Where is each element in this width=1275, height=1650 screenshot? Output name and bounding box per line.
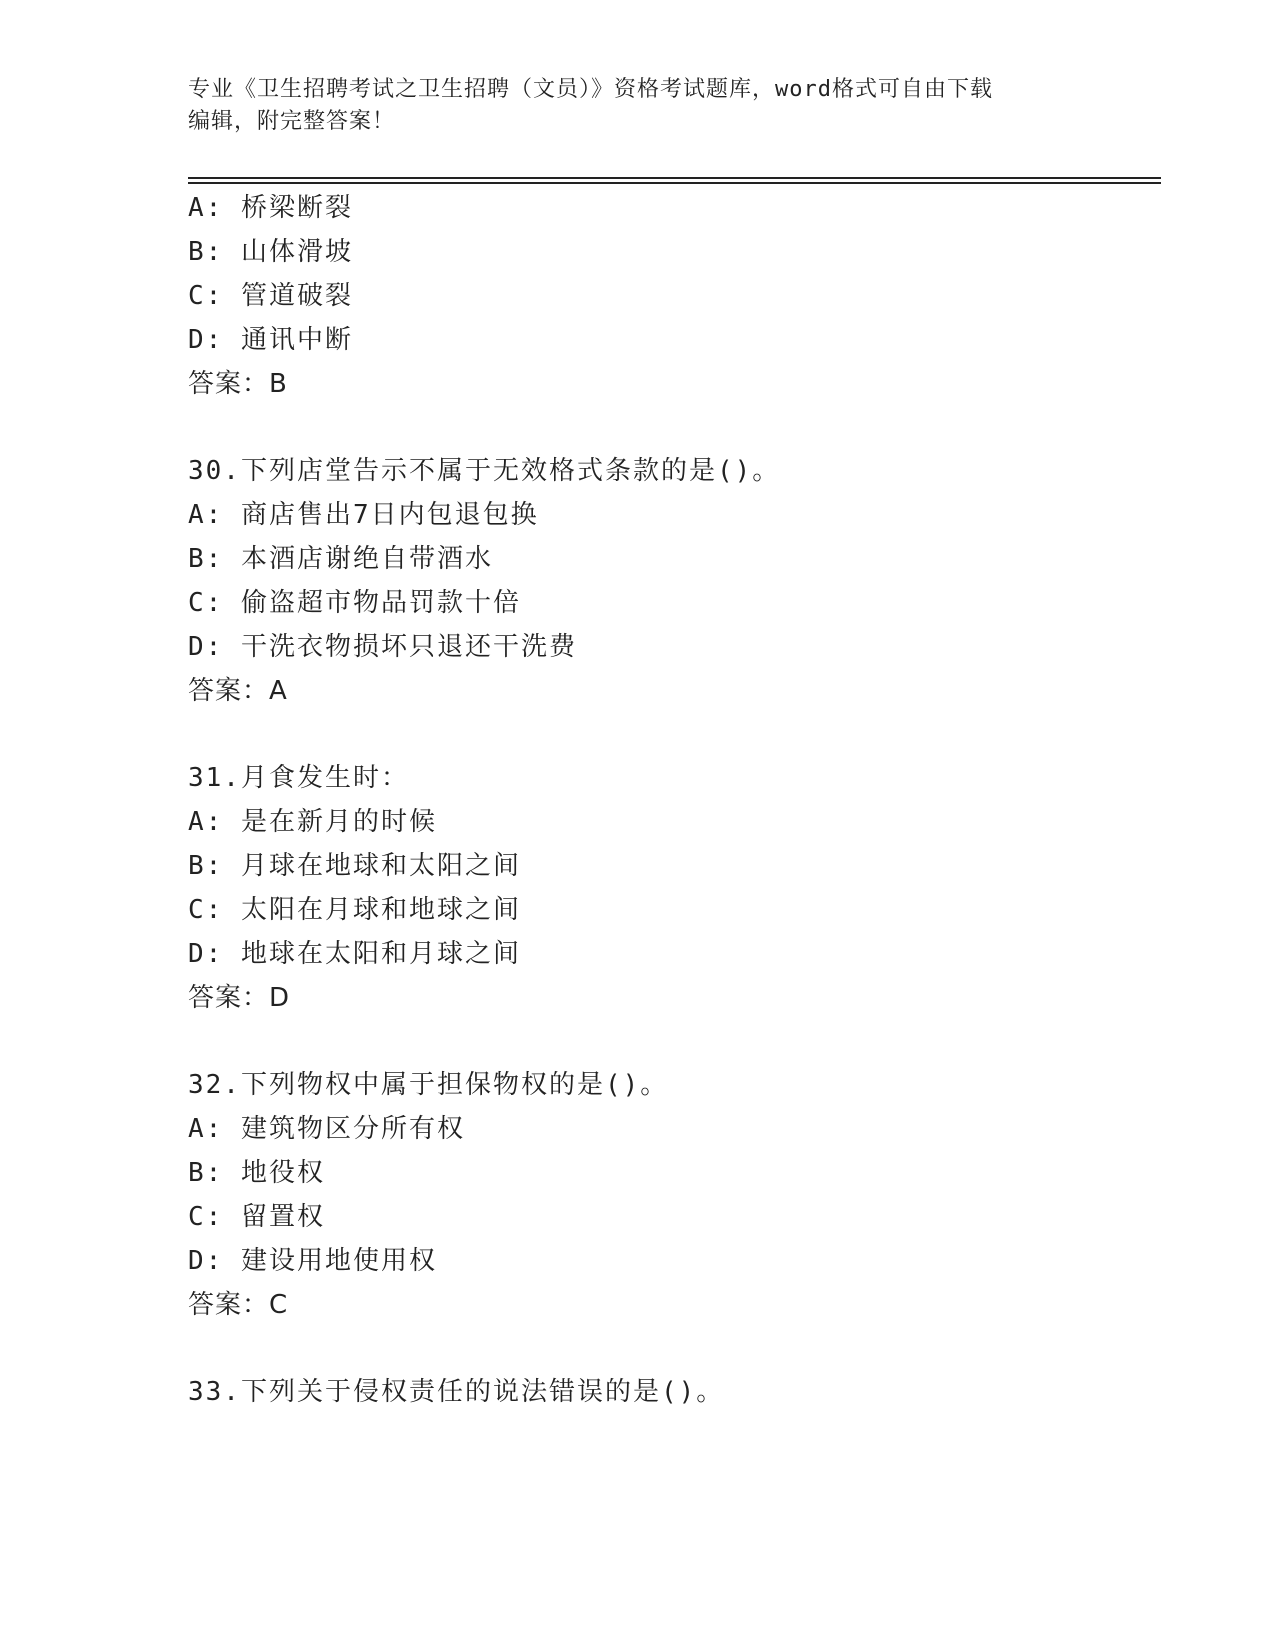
header-divider-bottom: [188, 182, 1161, 184]
header-divider-top: [188, 177, 1161, 179]
header-line-1: 专业《卫生招聘考试之卫生招聘（文员）》资格考试题库，word格式可自由下载: [188, 77, 993, 102]
q29-answer: 答案：B: [188, 369, 288, 399]
q29-option-b: B: 山体滑坡: [188, 237, 353, 267]
q30-stem: 30.下列店堂告示不属于无效格式条款的是()。: [188, 456, 781, 486]
q32-option-a: A: 建筑物区分所有权: [188, 1114, 465, 1144]
q29-option-d: D: 通讯中断: [188, 325, 353, 355]
q31-option-d: D: 地球在太阳和月球之间: [188, 939, 521, 969]
q30-option-d: D: 干洗衣物损坏只退还干洗费: [188, 632, 577, 662]
q32-answer: 答案：C: [188, 1290, 289, 1320]
q31-answer: 答案：D: [188, 983, 291, 1013]
q31-option-a: A: 是在新月的时候: [188, 807, 437, 837]
q31-stem: 31.月食发生时：: [188, 763, 409, 793]
q32-option-c: C: 留置权: [188, 1202, 325, 1232]
q29-option-c: C: 管道破裂: [188, 281, 353, 311]
q32-option-d: D: 建设用地使用权: [188, 1246, 437, 1276]
header-line-2: 编辑，附完整答案！: [188, 109, 396, 134]
q31-option-b: B: 月球在地球和太阳之间: [188, 851, 521, 881]
q30-option-b: B: 本酒店谢绝自带酒水: [188, 544, 493, 574]
q33-stem: 33.下列关于侵权责任的说法错误的是()。: [188, 1377, 725, 1407]
q32-stem: 32.下列物权中属于担保物权的是()。: [188, 1070, 669, 1100]
q30-option-c: C: 偷盗超市物品罚款十倍: [188, 588, 521, 618]
q30-answer: 答案：A: [188, 676, 288, 706]
q32-option-b: B: 地役权: [188, 1158, 325, 1188]
q31-option-c: C: 太阳在月球和地球之间: [188, 895, 521, 925]
q30-option-a: A: 商店售出7日内包退包换: [188, 500, 539, 530]
document-header: [188, 74, 1068, 138]
q29-option-a: A: 桥梁断裂: [188, 193, 353, 223]
